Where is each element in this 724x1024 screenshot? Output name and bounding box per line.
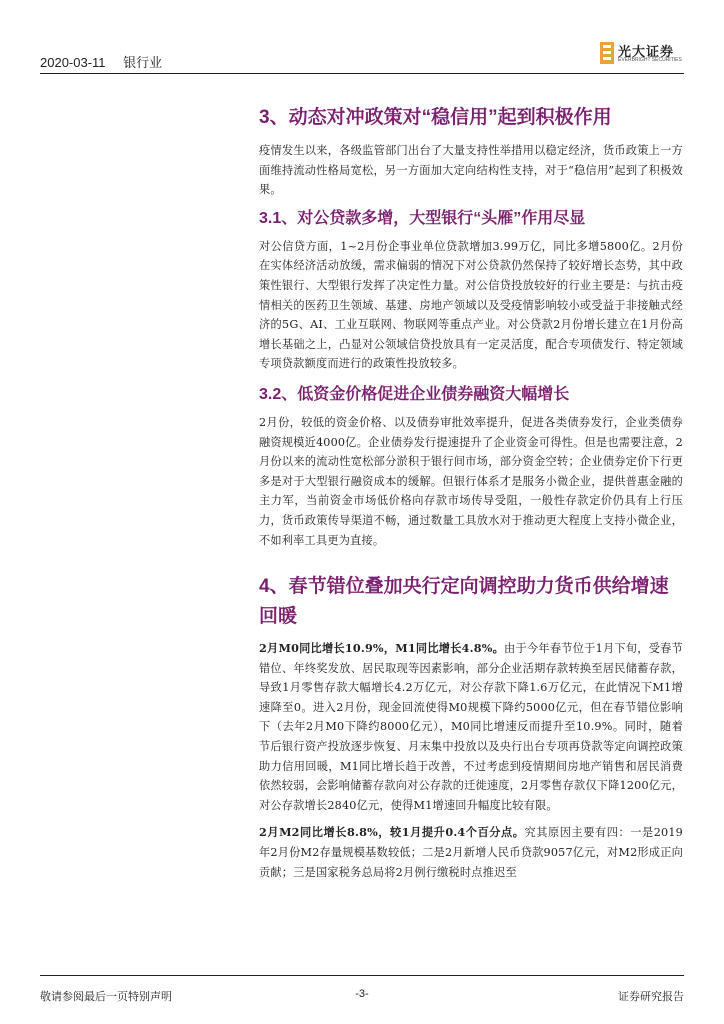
page-number: -3- bbox=[355, 988, 369, 1000]
section-4-paragraph-1 bbox=[259, 639, 683, 815]
section-4-paragraph-2 bbox=[259, 823, 683, 882]
logo-subtext: EVERBRIGHT SECURITIES bbox=[618, 57, 682, 63]
page-header bbox=[40, 44, 684, 72]
m0-m1-text: 由于今年春节位于1月下旬，受春节错位、年终奖发放、居民取现等因素影响，部分企业活期存款转换至居民储蓄存款，导致1月零售存款大幅增长4.2万亿元，对公存款下降1.6万亿元，在此情况下M1增速降至0。进入2月份，现金回流使得M0规模下降约5000亿元，但在春节错位影响下（去年2月M0下降约8000亿元），M0同比增速反而提升至10.9%。同时，随着节后银行资产投放逐步恢复、月末集中投放以及央行出台专项再贷款等定向调控政策助力信用回暖，M1同比增长趋于改善，不过考虑到疫情期间房地产销售和居民消费依然较弱，会影响储蓄存款向对公存款的迁徙速度，2月零售存款仅下降1200亿元，对公存款增长2840亿元，使得M1增速回升幅度比较有限。 bbox=[259, 642, 684, 812]
header-info bbox=[40, 52, 176, 71]
section-3-1-title: 3.1、对公贷款多增，大型银行“头雁”作用尽显 bbox=[259, 209, 586, 227]
industry-label: 银行业 bbox=[123, 55, 163, 70]
section-4-title: 4、春节错位叠加央行定向调控助力货币供给增速回暖 bbox=[259, 576, 669, 628]
section-3-intro: 疫情发生以来，各级监管部门出台了大量支持性举措用以稳定经济，货币政策上一方面维持流动性格局宽松，另一方面加大定向结构性支持，对于“稳信用”起到了积极效果。 bbox=[259, 144, 683, 197]
main-content bbox=[259, 96, 683, 882]
disclaimer-note: 敬请参阅最后一页特别声明 bbox=[40, 991, 172, 1003]
header-rule bbox=[40, 73, 684, 74]
logo-mark-icon bbox=[600, 42, 614, 64]
everbright-logo bbox=[600, 38, 684, 68]
m2-text: 究其原因主要有四：一是2019年2月份M2存量规模基数较低；二是2月新增人民币贷款9057亿元，对M2形成正向贡献；三是国家税务总局将2月例行缴税时点推迟至 bbox=[259, 826, 683, 879]
logo-text: 光大证券 bbox=[618, 44, 675, 59]
m0-m1-lead: 2月M0同比增长10.9%，M1同比增长4.8%。 bbox=[259, 641, 505, 656]
footer-rule bbox=[40, 975, 684, 976]
section-3-1-paragraph: 对公信贷方面，1~2月份企事业单位贷款增加3.99万亿，同比多增5800亿。2月份在实体经济活动放缓，需求偏弱的情况下对公贷款仍然保持了较好增长态势，其中政策性银行、大型银行发挥了决定性力量。对公信贷投放较好的行业主要是：与抗击疫情相关的医药卫生领域、基建、房地产领域以及受疫情影响较小或受益于非接触式经济的5G、AI、工业互联网、物联网等重点产业。对公贷款2月份增长建立在1月份高增长基础之上，凸显对公领域信贷投放具有一定灵活度，配合专项债发行、特定领域专项贷款额度而进行的政策性投放较多。 bbox=[259, 239, 683, 371]
section-3-2-title: 3.2、低资金价格促进企业债券融资大幅增长 bbox=[259, 385, 570, 403]
report-date: 2020-03-11 bbox=[40, 55, 106, 70]
section-3-2-paragraph: 2月份，较低的资金价格、以及债券审批效率提升，促进各类债券发行，企业类债券融资规模近4000亿。企业债券发行提速提升了企业资金可得性。但是也需要注意，2月份以来的流动性宽松部分淤积于银行间市场，部分资金空转；企业债券定价下行更多是对于大型银行融资成本的缓解。但银行体系才是服务小微企业，提供普惠金融的主力军，当前资金市场低价格向存款市场传导受阻，一般性存款定价仍具有上行压力，货币政策传导渠道不畅，通过数量工具放水对于推动更大程度上支持小微企业，不如利率工具更为直接。 bbox=[259, 415, 683, 547]
page-footer bbox=[40, 988, 684, 1006]
report-type: 证券研究报告 bbox=[618, 991, 684, 1003]
section-3-title: 3、动态对冲政策对“稳信用”起到积极作用 bbox=[259, 107, 612, 128]
m2-lead: 2月M2同比增长8.8%，较1月提升0.4个百分点。 bbox=[259, 825, 525, 840]
